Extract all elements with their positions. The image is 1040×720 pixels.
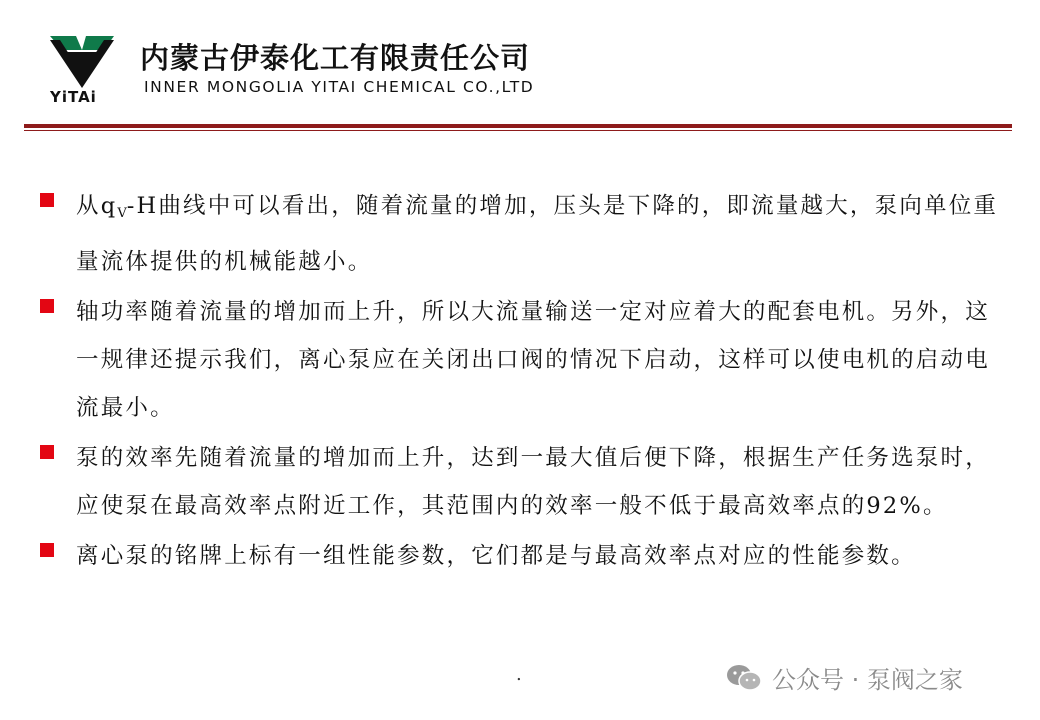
company-name-cn: 内蒙古伊泰化工有限责任公司 [140,41,531,75]
list-item [40,532,1000,580]
logo-text: YiTAi [50,88,97,106]
bullet-square-icon [40,193,54,207]
bullet-text-pre: 从q [76,193,118,219]
bullet-text: 轴功率随着流量的增加而上升，所以大流量输送一定对应着大的配套电机。另外，这一规律还提示我们，离心泵应在关闭出口阀的情况下启动，这样可以使电机的启动电流最小。 [76,299,990,421]
list-item [40,288,1000,432]
bullet-square-icon [40,543,54,557]
bullet-list [40,182,1000,582]
bullet-square-icon [40,445,54,459]
bullet-text [76,182,1000,286]
list-item [40,434,1000,530]
bullet-square-icon [40,299,54,313]
wechat-icon [726,664,762,692]
bullet-text: 离心泵的铭牌上标有一组性能参数，它们都是与最高效率点对应的性能参数。 [76,543,916,569]
page-marker: . [516,664,522,685]
header [0,0,1040,140]
header-divider [24,124,1012,128]
bullet-text-post: -H曲线中可以看出，随着流量的增加，压头是下降的，即流量越大，泵向单位重量流体提供的机械能越小。 [76,193,999,275]
list-item [40,182,1000,286]
header-divider-thin [24,130,1012,131]
company-name-en: INNER MONGOLIA YITAI CHEMICAL CO.,LTD [144,78,535,96]
subscript: V [117,206,127,221]
bullet-text: 泵的效率先随着流量的增加而上升，达到一最大值后便下降，根据生产任务选泵时，应使泵在最高效率点附近工作，其范围内的效率一般不低于最高效率点的92%。 [76,445,990,519]
watermark-text: 公众号 · 泵阀之家 [772,666,963,694]
watermark [726,660,963,695]
